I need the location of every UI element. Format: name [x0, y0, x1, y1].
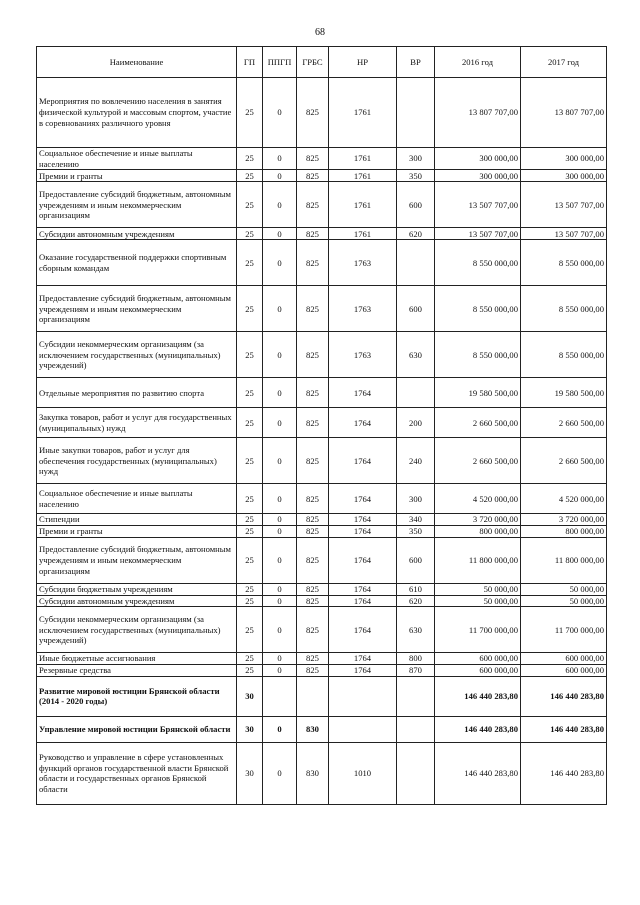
cell-nr: 1763	[329, 286, 397, 332]
cell-name: Отдельные мероприятия по развитию спорта	[37, 378, 237, 408]
cell-nr: 1764	[329, 484, 397, 514]
cell-gp: 25	[237, 595, 263, 607]
col-header-vr: ВР	[397, 47, 435, 78]
cell-y2017: 50 000,00	[521, 595, 607, 607]
cell-y2016: 13 507 707,00	[435, 182, 521, 228]
cell-grbs: 825	[297, 583, 329, 595]
cell-gp: 25	[237, 332, 263, 378]
cell-gp: 25	[237, 286, 263, 332]
cell-nr: 1764	[329, 514, 397, 526]
cell-gp: 25	[237, 438, 263, 484]
cell-name: Предоставление субсидий бюджетным, автономным учреждениям и иным некоммерческим организациям	[37, 286, 237, 332]
cell-nr: 1764	[329, 526, 397, 538]
cell-nr: 1763	[329, 240, 397, 286]
cell-y2017: 8 550 000,00	[521, 332, 607, 378]
cell-vr: 630	[397, 607, 435, 653]
table-row	[37, 716, 607, 742]
cell-grbs: 825	[297, 378, 329, 408]
col-header-2017: 2017 год	[521, 47, 607, 78]
cell-ppgp: 0	[263, 378, 297, 408]
cell-gp: 25	[237, 583, 263, 595]
cell-grbs: 825	[297, 438, 329, 484]
cell-ppgp: 0	[263, 438, 297, 484]
cell-nr: 1764	[329, 665, 397, 677]
cell-y2016: 800 000,00	[435, 526, 521, 538]
cell-ppgp: 0	[263, 182, 297, 228]
cell-ppgp: 0	[263, 742, 297, 804]
cell-y2016: 8 550 000,00	[435, 286, 521, 332]
cell-gp: 25	[237, 378, 263, 408]
cell-y2016: 4 520 000,00	[435, 484, 521, 514]
cell-y2016: 146 440 283,80	[435, 676, 521, 716]
cell-ppgp: 0	[263, 228, 297, 240]
cell-y2016: 2 660 500,00	[435, 408, 521, 438]
table-row	[37, 607, 607, 653]
cell-nr: 1764	[329, 408, 397, 438]
table-row	[37, 408, 607, 438]
cell-grbs: 830	[297, 716, 329, 742]
cell-grbs: 825	[297, 332, 329, 378]
cell-gp: 25	[237, 240, 263, 286]
table-row	[37, 332, 607, 378]
cell-y2016: 2 660 500,00	[435, 438, 521, 484]
cell-gp: 30	[237, 676, 263, 716]
cell-gp: 25	[237, 78, 263, 148]
cell-vr: 800	[397, 653, 435, 665]
cell-grbs: 825	[297, 78, 329, 148]
cell-vr	[397, 716, 435, 742]
cell-grbs: 825	[297, 408, 329, 438]
cell-nr: 1761	[329, 148, 397, 170]
cell-gp: 25	[237, 526, 263, 538]
cell-grbs: 825	[297, 537, 329, 583]
cell-y2017: 13 507 707,00	[521, 182, 607, 228]
cell-ppgp: 0	[263, 408, 297, 438]
col-header-gp: ГП	[237, 47, 263, 78]
cell-name: Субсидии автономным учреждениям	[37, 228, 237, 240]
cell-nr: 1761	[329, 228, 397, 240]
cell-ppgp: 0	[263, 537, 297, 583]
cell-grbs: 825	[297, 607, 329, 653]
cell-name: Развитие мировой юстиции Брянской области (2014 - 2020 годы)	[37, 676, 237, 716]
cell-grbs: 825	[297, 286, 329, 332]
cell-name: Стипендии	[37, 514, 237, 526]
table-row	[37, 378, 607, 408]
cell-vr	[397, 378, 435, 408]
cell-nr: 1764	[329, 595, 397, 607]
cell-y2017: 11 800 000,00	[521, 537, 607, 583]
table-row	[37, 595, 607, 607]
table-row	[37, 148, 607, 170]
table-row	[37, 514, 607, 526]
cell-vr: 630	[397, 332, 435, 378]
cell-grbs	[297, 676, 329, 716]
cell-name: Субсидии некоммерческим организациям (за исключением государственных (муниципальных) учреждений)	[37, 607, 237, 653]
cell-y2016: 300 000,00	[435, 148, 521, 170]
cell-nr: 1763	[329, 332, 397, 378]
cell-vr: 200	[397, 408, 435, 438]
cell-gp: 25	[237, 228, 263, 240]
cell-gp: 25	[237, 607, 263, 653]
cell-nr	[329, 716, 397, 742]
cell-y2016: 8 550 000,00	[435, 332, 521, 378]
cell-ppgp: 0	[263, 484, 297, 514]
col-header-2016: 2016 год	[435, 47, 521, 78]
cell-y2016: 13 507 707,00	[435, 228, 521, 240]
cell-nr: 1761	[329, 78, 397, 148]
cell-gp: 30	[237, 716, 263, 742]
cell-y2017: 8 550 000,00	[521, 286, 607, 332]
cell-vr: 350	[397, 170, 435, 182]
cell-name: Оказание государственной поддержки спортивным сборным командам	[37, 240, 237, 286]
cell-ppgp: 0	[263, 716, 297, 742]
cell-ppgp	[263, 676, 297, 716]
cell-y2017: 4 520 000,00	[521, 484, 607, 514]
cell-vr: 300	[397, 148, 435, 170]
cell-gp: 25	[237, 537, 263, 583]
cell-y2017: 3 720 000,00	[521, 514, 607, 526]
cell-vr: 600	[397, 286, 435, 332]
cell-name: Иные закупки товаров, работ и услуг для обеспечения государственных (муниципальных) нужд	[37, 438, 237, 484]
table-row	[37, 240, 607, 286]
table-row	[37, 676, 607, 716]
cell-gp: 30	[237, 742, 263, 804]
cell-grbs: 825	[297, 514, 329, 526]
table-row	[37, 653, 607, 665]
cell-ppgp: 0	[263, 332, 297, 378]
cell-gp: 25	[237, 170, 263, 182]
cell-y2017: 800 000,00	[521, 526, 607, 538]
cell-grbs: 825	[297, 182, 329, 228]
cell-name: Предоставление субсидий бюджетным, автономным учреждениям и иным некоммерческим организациям	[37, 537, 237, 583]
cell-vr	[397, 676, 435, 716]
cell-name: Резервные средства	[37, 665, 237, 677]
cell-gp: 25	[237, 408, 263, 438]
cell-y2016: 3 720 000,00	[435, 514, 521, 526]
cell-ppgp: 0	[263, 514, 297, 526]
col-header-nr: НР	[329, 47, 397, 78]
cell-name: Субсидии некоммерческим организациям (за исключением государственных (муниципальных) учреждений)	[37, 332, 237, 378]
cell-y2017: 19 580 500,00	[521, 378, 607, 408]
cell-nr: 1764	[329, 653, 397, 665]
cell-y2016: 600 000,00	[435, 653, 521, 665]
cell-y2016: 300 000,00	[435, 170, 521, 182]
cell-y2016: 19 580 500,00	[435, 378, 521, 408]
cell-y2017: 146 440 283,80	[521, 676, 607, 716]
budget-table	[36, 46, 607, 805]
cell-name: Субсидии бюджетным учреждениям	[37, 583, 237, 595]
cell-nr	[329, 676, 397, 716]
table-row	[37, 228, 607, 240]
table-row	[37, 438, 607, 484]
cell-grbs: 825	[297, 595, 329, 607]
cell-vr: 620	[397, 595, 435, 607]
cell-y2017: 300 000,00	[521, 148, 607, 170]
cell-y2016: 11 700 000,00	[435, 607, 521, 653]
cell-y2017: 13 807 707,00	[521, 78, 607, 148]
cell-y2017: 8 550 000,00	[521, 240, 607, 286]
cell-y2016: 11 800 000,00	[435, 537, 521, 583]
cell-y2016: 50 000,00	[435, 595, 521, 607]
page-number: 68	[315, 27, 325, 38]
cell-vr: 610	[397, 583, 435, 595]
col-header-ppgp: ППГП	[263, 47, 297, 78]
cell-gp: 25	[237, 665, 263, 677]
cell-nr: 1010	[329, 742, 397, 804]
cell-y2017: 2 660 500,00	[521, 438, 607, 484]
cell-y2017: 600 000,00	[521, 665, 607, 677]
cell-nr: 1761	[329, 182, 397, 228]
cell-name: Премии и гранты	[37, 526, 237, 538]
cell-y2017: 50 000,00	[521, 583, 607, 595]
cell-grbs: 825	[297, 653, 329, 665]
cell-ppgp: 0	[263, 170, 297, 182]
table-header-row	[37, 47, 607, 78]
cell-name: Социальное обеспечение и иные выплаты населению	[37, 148, 237, 170]
col-header-grbs: ГРБС	[297, 47, 329, 78]
cell-y2016: 8 550 000,00	[435, 240, 521, 286]
cell-nr: 1764	[329, 607, 397, 653]
cell-gp: 25	[237, 514, 263, 526]
cell-name: Закупка товаров, работ и услуг для государственных (муниципальных) нужд	[37, 408, 237, 438]
cell-name: Субсидии автономным учреждениям	[37, 595, 237, 607]
cell-vr: 240	[397, 438, 435, 484]
cell-vr	[397, 240, 435, 286]
cell-grbs: 825	[297, 148, 329, 170]
cell-ppgp: 0	[263, 607, 297, 653]
cell-y2016: 146 440 283,80	[435, 716, 521, 742]
cell-name: Премии и гранты	[37, 170, 237, 182]
cell-name: Мероприятия по вовлечению населения в занятия физической культурой и массовым спортом, участие в соревнованиях различного уровня	[37, 78, 237, 148]
cell-ppgp: 0	[263, 583, 297, 595]
table-row	[37, 526, 607, 538]
cell-grbs: 830	[297, 742, 329, 804]
cell-grbs: 825	[297, 526, 329, 538]
cell-grbs: 825	[297, 484, 329, 514]
cell-y2017: 11 700 000,00	[521, 607, 607, 653]
cell-y2017: 300 000,00	[521, 170, 607, 182]
cell-grbs: 825	[297, 665, 329, 677]
cell-grbs: 825	[297, 240, 329, 286]
cell-y2016: 146 440 283,80	[435, 742, 521, 804]
col-header-name: Наименование	[37, 47, 237, 78]
cell-y2016: 600 000,00	[435, 665, 521, 677]
cell-y2017: 146 440 283,80	[521, 742, 607, 804]
cell-vr: 300	[397, 484, 435, 514]
cell-ppgp: 0	[263, 665, 297, 677]
table-row	[37, 583, 607, 595]
cell-nr: 1761	[329, 170, 397, 182]
table-row	[37, 170, 607, 182]
cell-vr	[397, 742, 435, 804]
cell-name: Предоставление субсидий бюджетным, автономным учреждениям и иным некоммерческим организациям	[37, 182, 237, 228]
table-row	[37, 742, 607, 804]
cell-ppgp: 0	[263, 78, 297, 148]
cell-grbs: 825	[297, 170, 329, 182]
cell-ppgp: 0	[263, 595, 297, 607]
cell-gp: 25	[237, 653, 263, 665]
cell-ppgp: 0	[263, 240, 297, 286]
cell-nr: 1764	[329, 583, 397, 595]
cell-ppgp: 0	[263, 526, 297, 538]
table-row	[37, 537, 607, 583]
cell-vr: 870	[397, 665, 435, 677]
table-row	[37, 665, 607, 677]
table-row	[37, 78, 607, 148]
cell-y2017: 2 660 500,00	[521, 408, 607, 438]
cell-name: Социальное обеспечение и иные выплаты населению	[37, 484, 237, 514]
cell-name: Руководство и управление в сфере установленных функций органов государственной власти Брянской области и государственных органов Брянской области	[37, 742, 237, 804]
cell-y2016: 50 000,00	[435, 583, 521, 595]
table-row	[37, 286, 607, 332]
cell-name: Управление мировой юстиции Брянской области	[37, 716, 237, 742]
cell-vr: 600	[397, 537, 435, 583]
cell-y2017: 13 507 707,00	[521, 228, 607, 240]
cell-vr: 340	[397, 514, 435, 526]
cell-nr: 1764	[329, 438, 397, 484]
cell-y2017: 146 440 283,80	[521, 716, 607, 742]
cell-nr: 1764	[329, 537, 397, 583]
cell-grbs: 825	[297, 228, 329, 240]
cell-name: Иные бюджетные ассигнования	[37, 653, 237, 665]
cell-nr: 1764	[329, 378, 397, 408]
cell-vr	[397, 78, 435, 148]
cell-gp: 25	[237, 182, 263, 228]
cell-ppgp: 0	[263, 148, 297, 170]
table-row	[37, 484, 607, 514]
table-row	[37, 182, 607, 228]
cell-vr: 350	[397, 526, 435, 538]
cell-vr: 620	[397, 228, 435, 240]
cell-y2017: 600 000,00	[521, 653, 607, 665]
cell-gp: 25	[237, 484, 263, 514]
cell-gp: 25	[237, 148, 263, 170]
cell-vr: 600	[397, 182, 435, 228]
cell-ppgp: 0	[263, 653, 297, 665]
cell-y2016: 13 807 707,00	[435, 78, 521, 148]
cell-ppgp: 0	[263, 286, 297, 332]
